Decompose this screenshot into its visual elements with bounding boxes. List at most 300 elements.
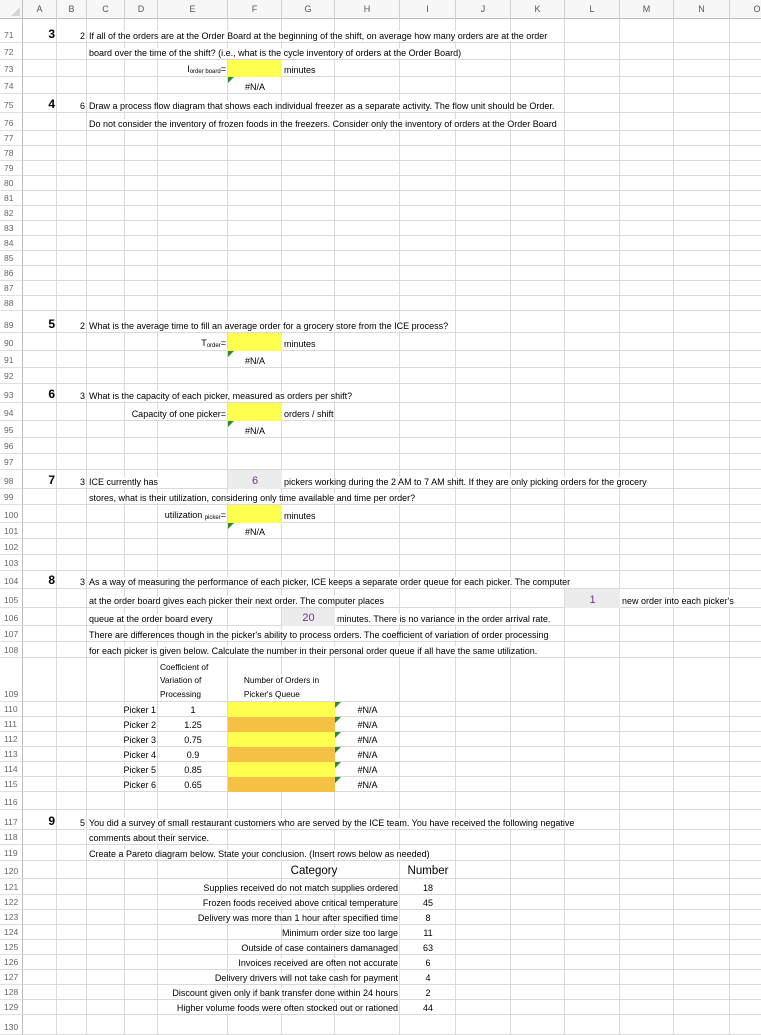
cell[interactable]: [565, 747, 620, 762]
cell[interactable]: [674, 845, 730, 861]
row-header[interactable]: 118: [0, 830, 23, 845]
cell[interactable]: [511, 281, 565, 296]
cell[interactable]: [511, 296, 565, 311]
column-header-e[interactable]: E: [158, 0, 228, 19]
cell[interactable]: [87, 77, 125, 94]
cell[interactable]: [674, 351, 730, 368]
cell[interactable]: [511, 762, 565, 777]
answer-input-cell[interactable]: [228, 403, 282, 421]
cell[interactable]: [511, 454, 565, 470]
error-indicator-icon[interactable]: [335, 762, 341, 768]
cell[interactable]: [511, 985, 565, 1000]
cell[interactable]: [511, 384, 565, 403]
cell[interactable]: [87, 236, 125, 251]
cell[interactable]: [282, 351, 335, 368]
cell[interactable]: [565, 792, 620, 810]
cell[interactable]: [620, 879, 674, 895]
given-value-cell[interactable]: [228, 470, 282, 489]
cell[interactable]: [125, 523, 158, 539]
cell[interactable]: [456, 131, 511, 146]
cell[interactable]: [565, 266, 620, 281]
cell[interactable]: [335, 236, 400, 251]
cell[interactable]: [730, 206, 761, 221]
cell[interactable]: [565, 626, 620, 642]
cell[interactable]: [730, 985, 761, 1000]
cell[interactable]: [565, 1015, 620, 1035]
cell[interactable]: [228, 281, 282, 296]
cell[interactable]: [57, 43, 87, 60]
cell[interactable]: [620, 940, 674, 955]
cell[interactable]: [125, 368, 158, 384]
row-header[interactable]: 89: [0, 311, 23, 333]
cell[interactable]: [730, 523, 761, 539]
cell[interactable]: [456, 251, 511, 266]
cell[interactable]: [400, 384, 456, 403]
cell[interactable]: [674, 191, 730, 206]
cell[interactable]: [730, 732, 761, 747]
cell[interactable]: [511, 910, 565, 925]
cell[interactable]: [57, 146, 87, 161]
cell[interactable]: [565, 879, 620, 895]
cell[interactable]: [400, 77, 456, 94]
cell[interactable]: [125, 658, 158, 702]
cell[interactable]: [87, 351, 125, 368]
cell[interactable]: [158, 438, 228, 454]
cell[interactable]: [730, 879, 761, 895]
cell[interactable]: [400, 368, 456, 384]
row-header[interactable]: 100: [0, 505, 23, 523]
cell[interactable]: [228, 191, 282, 206]
cell[interactable]: [87, 146, 125, 161]
cell[interactable]: [23, 236, 57, 251]
cell[interactable]: [620, 206, 674, 221]
cell[interactable]: [565, 60, 620, 77]
error-indicator-icon[interactable]: [228, 77, 234, 83]
cell[interactable]: [674, 830, 730, 845]
cell[interactable]: [456, 403, 511, 421]
cell[interactable]: [158, 251, 228, 266]
row-header[interactable]: 73: [0, 60, 23, 77]
cell[interactable]: [228, 251, 282, 266]
cell[interactable]: [511, 879, 565, 895]
cell[interactable]: [125, 792, 158, 810]
cell[interactable]: [456, 555, 511, 571]
cell[interactable]: [674, 384, 730, 403]
cell[interactable]: [511, 351, 565, 368]
cell[interactable]: [620, 454, 674, 470]
cell[interactable]: [565, 702, 620, 717]
cell[interactable]: [620, 571, 674, 589]
cell[interactable]: [158, 368, 228, 384]
cell[interactable]: [620, 60, 674, 77]
cell[interactable]: [456, 658, 511, 702]
cell[interactable]: [87, 555, 125, 571]
error-indicator-icon[interactable]: [228, 421, 234, 427]
cell[interactable]: [620, 505, 674, 523]
cell[interactable]: [674, 895, 730, 910]
cell[interactable]: [57, 77, 87, 94]
cell[interactable]: [57, 626, 87, 642]
cell[interactable]: [620, 555, 674, 571]
cell[interactable]: [674, 94, 730, 113]
cell[interactable]: [87, 1015, 125, 1035]
cell[interactable]: [400, 589, 456, 608]
cell[interactable]: [400, 266, 456, 281]
cell[interactable]: [674, 910, 730, 925]
cell[interactable]: [400, 236, 456, 251]
cell[interactable]: [57, 792, 87, 810]
cell[interactable]: [23, 523, 57, 539]
row-header[interactable]: 83: [0, 221, 23, 236]
cell[interactable]: [57, 296, 87, 311]
cell[interactable]: [87, 296, 125, 311]
cell[interactable]: [565, 221, 620, 236]
cell[interactable]: [335, 333, 400, 351]
cell[interactable]: [400, 762, 456, 777]
cell[interactable]: [456, 296, 511, 311]
answer-input-cell[interactable]: [228, 732, 335, 747]
cell[interactable]: [565, 985, 620, 1000]
row-header[interactable]: 114: [0, 762, 23, 777]
cell[interactable]: [511, 176, 565, 191]
row-header[interactable]: 113: [0, 747, 23, 762]
cell[interactable]: [674, 810, 730, 830]
cell[interactable]: [57, 266, 87, 281]
cell[interactable]: [565, 251, 620, 266]
cell[interactable]: [57, 368, 87, 384]
cell[interactable]: [730, 642, 761, 658]
cell[interactable]: [730, 296, 761, 311]
cell[interactable]: [23, 251, 57, 266]
cell[interactable]: [57, 191, 87, 206]
cell[interactable]: [674, 626, 730, 642]
cell[interactable]: [158, 351, 228, 368]
cell[interactable]: [674, 206, 730, 221]
cell[interactable]: [456, 161, 511, 176]
cell[interactable]: [456, 333, 511, 351]
cell[interactable]: [511, 955, 565, 970]
cell[interactable]: [335, 438, 400, 454]
cell[interactable]: [730, 19, 761, 43]
cell[interactable]: [674, 454, 730, 470]
cell[interactable]: [282, 251, 335, 266]
cell[interactable]: [511, 131, 565, 146]
cell[interactable]: [511, 732, 565, 747]
cell[interactable]: [23, 146, 57, 161]
cell[interactable]: [565, 281, 620, 296]
cell[interactable]: [565, 176, 620, 191]
cell[interactable]: [674, 296, 730, 311]
cell[interactable]: [456, 60, 511, 77]
cell[interactable]: [511, 206, 565, 221]
cell[interactable]: [730, 351, 761, 368]
cell[interactable]: [125, 861, 158, 879]
cell[interactable]: [87, 266, 125, 281]
cell[interactable]: [674, 523, 730, 539]
row-header[interactable]: 103: [0, 555, 23, 571]
cell[interactable]: [57, 454, 87, 470]
row-header[interactable]: 92: [0, 368, 23, 384]
row-header[interactable]: 84: [0, 236, 23, 251]
cell[interactable]: [87, 191, 125, 206]
cell[interactable]: [57, 608, 87, 626]
cell[interactable]: [511, 861, 565, 879]
row-header[interactable]: 97: [0, 454, 23, 470]
cell[interactable]: [125, 296, 158, 311]
cell[interactable]: [125, 251, 158, 266]
cell[interactable]: [400, 296, 456, 311]
column-header-m[interactable]: M: [620, 0, 674, 19]
cell[interactable]: [620, 19, 674, 43]
cell[interactable]: [511, 925, 565, 940]
cell[interactable]: [125, 206, 158, 221]
cell[interactable]: [87, 421, 125, 438]
cell[interactable]: [730, 777, 761, 792]
cell[interactable]: [456, 311, 511, 333]
cell[interactable]: [730, 539, 761, 555]
cell[interactable]: [674, 1000, 730, 1015]
cell[interactable]: [57, 845, 87, 861]
cell[interactable]: [57, 830, 87, 845]
cell[interactable]: [23, 642, 57, 658]
cell[interactable]: [511, 505, 565, 523]
cell[interactable]: [730, 1000, 761, 1015]
cell[interactable]: [565, 206, 620, 221]
row-header[interactable]: 107: [0, 626, 23, 642]
cell[interactable]: [565, 454, 620, 470]
cell[interactable]: [125, 176, 158, 191]
cell[interactable]: [674, 43, 730, 60]
row-header[interactable]: 126: [0, 955, 23, 970]
cell[interactable]: [125, 555, 158, 571]
cell[interactable]: [565, 910, 620, 925]
cell[interactable]: [730, 505, 761, 523]
answer-input-cell[interactable]: [228, 747, 335, 762]
column-header-o[interactable]: O: [730, 0, 761, 19]
cell[interactable]: [400, 333, 456, 351]
cell[interactable]: [511, 589, 565, 608]
cell[interactable]: [730, 94, 761, 113]
cell[interactable]: [400, 505, 456, 523]
cell[interactable]: [87, 861, 125, 879]
cell[interactable]: [565, 161, 620, 176]
cell[interactable]: [565, 1000, 620, 1015]
cell[interactable]: [456, 505, 511, 523]
cell[interactable]: [456, 43, 511, 60]
cell[interactable]: [511, 970, 565, 985]
cell[interactable]: [456, 438, 511, 454]
error-indicator-icon[interactable]: [335, 747, 341, 753]
row-header[interactable]: 85: [0, 251, 23, 266]
cell[interactable]: [57, 161, 87, 176]
cell[interactable]: [23, 113, 57, 131]
cell[interactable]: [730, 60, 761, 77]
row-header[interactable]: 120: [0, 861, 23, 879]
cell[interactable]: [125, 539, 158, 555]
cell[interactable]: [335, 296, 400, 311]
cell[interactable]: [674, 131, 730, 146]
cell[interactable]: [730, 221, 761, 236]
cell[interactable]: [125, 421, 158, 438]
cell[interactable]: [674, 281, 730, 296]
cell[interactable]: [511, 792, 565, 810]
cell[interactable]: [456, 1000, 511, 1015]
cell[interactable]: [620, 658, 674, 702]
row-header[interactable]: 128: [0, 985, 23, 1000]
cell[interactable]: [335, 77, 400, 94]
cell[interactable]: [125, 1015, 158, 1035]
cell[interactable]: [456, 732, 511, 747]
cell[interactable]: [158, 77, 228, 94]
cell[interactable]: [282, 438, 335, 454]
row-header[interactable]: 115: [0, 777, 23, 792]
cell[interactable]: [87, 539, 125, 555]
cell[interactable]: [565, 311, 620, 333]
cell[interactable]: [23, 1015, 57, 1035]
row-header[interactable]: 98: [0, 470, 23, 489]
answer-input-cell[interactable]: [228, 60, 282, 77]
cell[interactable]: [456, 925, 511, 940]
cell[interactable]: [158, 539, 228, 555]
cell[interactable]: [674, 555, 730, 571]
cell[interactable]: [158, 470, 228, 489]
cell[interactable]: [674, 792, 730, 810]
cell[interactable]: [23, 206, 57, 221]
cell[interactable]: [23, 438, 57, 454]
cell[interactable]: [87, 161, 125, 176]
cell[interactable]: [565, 438, 620, 454]
cell[interactable]: [335, 266, 400, 281]
answer-input-cell[interactable]: [228, 702, 335, 717]
cell[interactable]: [456, 176, 511, 191]
cell[interactable]: [620, 421, 674, 438]
cell[interactable]: [674, 368, 730, 384]
cell[interactable]: [456, 910, 511, 925]
cell[interactable]: [335, 830, 400, 845]
cell[interactable]: [282, 421, 335, 438]
cell[interactable]: [674, 161, 730, 176]
cell[interactable]: [620, 985, 674, 1000]
cell[interactable]: [620, 910, 674, 925]
cell[interactable]: [456, 792, 511, 810]
row-header[interactable]: 102: [0, 539, 23, 555]
cell[interactable]: [565, 368, 620, 384]
cell[interactable]: [620, 747, 674, 762]
cell[interactable]: [620, 131, 674, 146]
cell[interactable]: [674, 861, 730, 879]
cell[interactable]: [456, 384, 511, 403]
cell[interactable]: [87, 523, 125, 539]
cell[interactable]: [282, 830, 335, 845]
row-header[interactable]: 129: [0, 1000, 23, 1015]
cell[interactable]: [400, 777, 456, 792]
cell[interactable]: [23, 489, 57, 505]
cell[interactable]: [57, 236, 87, 251]
cell[interactable]: [335, 281, 400, 296]
cell[interactable]: [565, 43, 620, 60]
cell[interactable]: [456, 539, 511, 555]
cell[interactable]: [228, 555, 282, 571]
cell[interactable]: [57, 113, 87, 131]
row-header[interactable]: 119: [0, 845, 23, 861]
cell[interactable]: [335, 505, 400, 523]
cell[interactable]: [620, 113, 674, 131]
cell[interactable]: [282, 206, 335, 221]
cell[interactable]: [456, 146, 511, 161]
cell[interactable]: [730, 792, 761, 810]
cell[interactable]: [511, 830, 565, 845]
column-header-l[interactable]: L: [565, 0, 620, 19]
column-header-i[interactable]: I: [400, 0, 456, 19]
cell[interactable]: [158, 421, 228, 438]
error-indicator-icon[interactable]: [335, 732, 341, 738]
cell[interactable]: [228, 146, 282, 161]
cell[interactable]: [620, 1015, 674, 1035]
cell[interactable]: [335, 221, 400, 236]
cell[interactable]: [730, 925, 761, 940]
cell[interactable]: [674, 19, 730, 43]
answer-input-cell[interactable]: [228, 333, 282, 351]
cell[interactable]: [565, 777, 620, 792]
cell[interactable]: [565, 333, 620, 351]
column-header-g[interactable]: G: [282, 0, 335, 19]
row-header[interactable]: 91: [0, 351, 23, 368]
cell[interactable]: [23, 861, 57, 879]
row-header[interactable]: 106: [0, 608, 23, 626]
cell[interactable]: [511, 251, 565, 266]
cell[interactable]: [57, 251, 87, 266]
cell[interactable]: [565, 970, 620, 985]
cell[interactable]: [730, 747, 761, 762]
cell[interactable]: [620, 845, 674, 861]
cell[interactable]: [335, 421, 400, 438]
cell[interactable]: [282, 236, 335, 251]
cell[interactable]: [620, 77, 674, 94]
cell[interactable]: [400, 792, 456, 810]
cell[interactable]: [620, 717, 674, 732]
cell[interactable]: [730, 333, 761, 351]
cell[interactable]: [730, 368, 761, 384]
cell[interactable]: [456, 266, 511, 281]
cell[interactable]: [57, 539, 87, 555]
row-header[interactable]: 109: [0, 658, 23, 702]
cell[interactable]: [565, 732, 620, 747]
row-header[interactable]: 96: [0, 438, 23, 454]
cell[interactable]: [400, 191, 456, 206]
cell[interactable]: [511, 777, 565, 792]
cell[interactable]: [87, 251, 125, 266]
cell[interactable]: [620, 895, 674, 910]
cell[interactable]: [511, 311, 565, 333]
cell[interactable]: [565, 505, 620, 523]
cell[interactable]: [620, 351, 674, 368]
cell[interactable]: [730, 717, 761, 732]
column-header-d[interactable]: D: [125, 0, 158, 19]
cell[interactable]: [57, 176, 87, 191]
cell[interactable]: [125, 281, 158, 296]
cell[interactable]: [730, 281, 761, 296]
row-header[interactable]: 112: [0, 732, 23, 747]
cell[interactable]: [730, 762, 761, 777]
cell[interactable]: [23, 626, 57, 642]
cell[interactable]: [400, 176, 456, 191]
cell[interactable]: [674, 970, 730, 985]
cell[interactable]: [511, 523, 565, 539]
cell[interactable]: [400, 523, 456, 539]
cell[interactable]: [674, 732, 730, 747]
cell[interactable]: [620, 221, 674, 236]
column-header-a[interactable]: A: [23, 0, 57, 19]
